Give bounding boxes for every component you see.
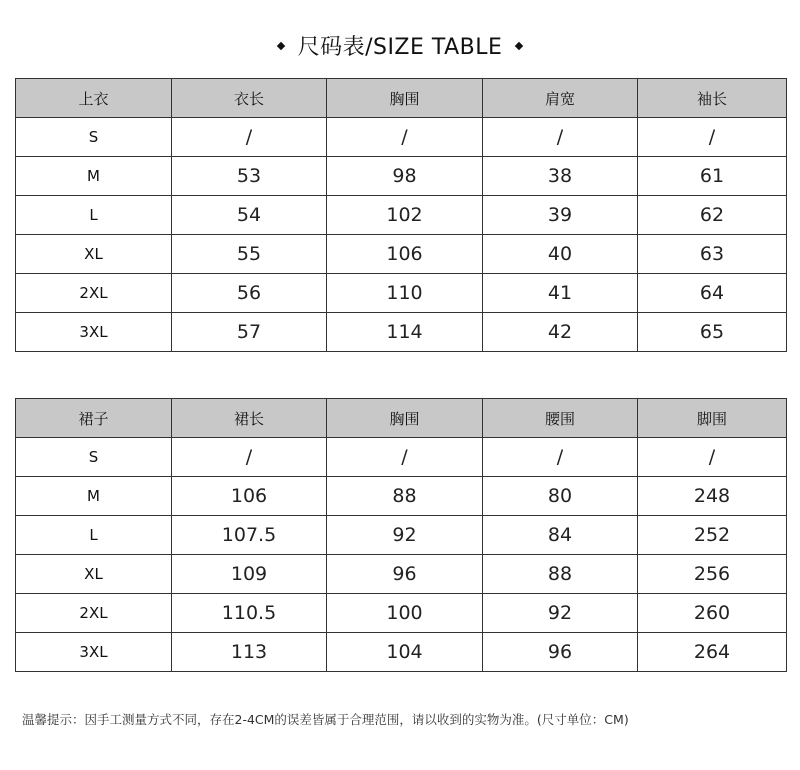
header-cell: 裙长 [172, 399, 327, 438]
value-cell: 252 [638, 516, 787, 555]
size-cell: XL [16, 235, 172, 274]
header-cell: 腰围 [483, 399, 638, 438]
size-cell: 3XL [16, 313, 172, 352]
value-cell: 41 [483, 274, 638, 313]
value-cell: 38 [483, 157, 638, 196]
value-cell: 104 [327, 633, 483, 672]
value-cell: 114 [327, 313, 483, 352]
value-cell: 260 [638, 594, 787, 633]
value-cell: / [327, 438, 483, 477]
value-cell: / [327, 118, 483, 157]
table-row [16, 594, 787, 633]
page-title [0, 30, 800, 61]
value-cell: 92 [483, 594, 638, 633]
table-header-row [16, 79, 787, 118]
value-cell: 102 [327, 196, 483, 235]
value-cell: / [483, 438, 638, 477]
value-cell: 57 [172, 313, 327, 352]
table-row [16, 633, 787, 672]
value-cell: / [172, 438, 327, 477]
header-cell: 脚围 [638, 399, 787, 438]
value-cell: 110 [327, 274, 483, 313]
title-text: 尺码表/SIZE TABLE [297, 35, 503, 60]
value-cell: / [638, 118, 787, 157]
value-cell: / [638, 438, 787, 477]
value-cell: 113 [172, 633, 327, 672]
size-cell: S [16, 118, 172, 157]
measurement-note: 温馨提示：因手工测量方式不同，存在2-4CM的误差皆属于合理范围，请以收到的实物为准。(尺寸单位：CM) [22, 712, 629, 727]
diamond-bullet-icon [515, 42, 523, 50]
value-cell: 65 [638, 313, 787, 352]
table-header-row [16, 399, 787, 438]
value-cell: 84 [483, 516, 638, 555]
value-cell: 56 [172, 274, 327, 313]
header-cell: 衣长 [172, 79, 327, 118]
value-cell: / [483, 118, 638, 157]
value-cell: 264 [638, 633, 787, 672]
value-cell: 55 [172, 235, 327, 274]
table-row [16, 555, 787, 594]
value-cell: 39 [483, 196, 638, 235]
value-cell: 53 [172, 157, 327, 196]
table-row [16, 438, 787, 477]
value-cell: 109 [172, 555, 327, 594]
value-cell: 61 [638, 157, 787, 196]
header-cell: 上衣 [16, 79, 172, 118]
value-cell: 256 [638, 555, 787, 594]
value-cell: 64 [638, 274, 787, 313]
table-row [16, 157, 787, 196]
table-row [16, 196, 787, 235]
table-row [16, 274, 787, 313]
value-cell: 106 [172, 477, 327, 516]
value-cell: 88 [327, 477, 483, 516]
value-cell: 98 [327, 157, 483, 196]
table-row [16, 516, 787, 555]
table-row [16, 118, 787, 157]
value-cell: 92 [327, 516, 483, 555]
value-cell: 88 [483, 555, 638, 594]
header-cell: 裙子 [16, 399, 172, 438]
value-cell: 100 [327, 594, 483, 633]
size-cell: 2XL [16, 594, 172, 633]
size-cell: L [16, 196, 172, 235]
size-cell: S [16, 438, 172, 477]
header-cell: 胸围 [327, 399, 483, 438]
size-cell: XL [16, 555, 172, 594]
value-cell: 106 [327, 235, 483, 274]
value-cell: 96 [327, 555, 483, 594]
table-row [16, 235, 787, 274]
size-cell: L [16, 516, 172, 555]
value-cell: 96 [483, 633, 638, 672]
value-cell: 54 [172, 196, 327, 235]
tops-size-table [15, 78, 787, 352]
value-cell: 107.5 [172, 516, 327, 555]
diamond-bullet-icon [276, 42, 284, 50]
value-cell: 42 [483, 313, 638, 352]
table-row [16, 477, 787, 516]
value-cell: 248 [638, 477, 787, 516]
value-cell: / [172, 118, 327, 157]
header-cell: 胸围 [327, 79, 483, 118]
value-cell: 63 [638, 235, 787, 274]
value-cell: 62 [638, 196, 787, 235]
skirt-size-table [15, 398, 787, 672]
value-cell: 110.5 [172, 594, 327, 633]
size-cell: 2XL [16, 274, 172, 313]
table-row [16, 313, 787, 352]
header-cell: 肩宽 [483, 79, 638, 118]
value-cell: 80 [483, 477, 638, 516]
size-cell: M [16, 157, 172, 196]
header-cell: 袖长 [638, 79, 787, 118]
size-cell: 3XL [16, 633, 172, 672]
value-cell: 40 [483, 235, 638, 274]
size-cell: M [16, 477, 172, 516]
